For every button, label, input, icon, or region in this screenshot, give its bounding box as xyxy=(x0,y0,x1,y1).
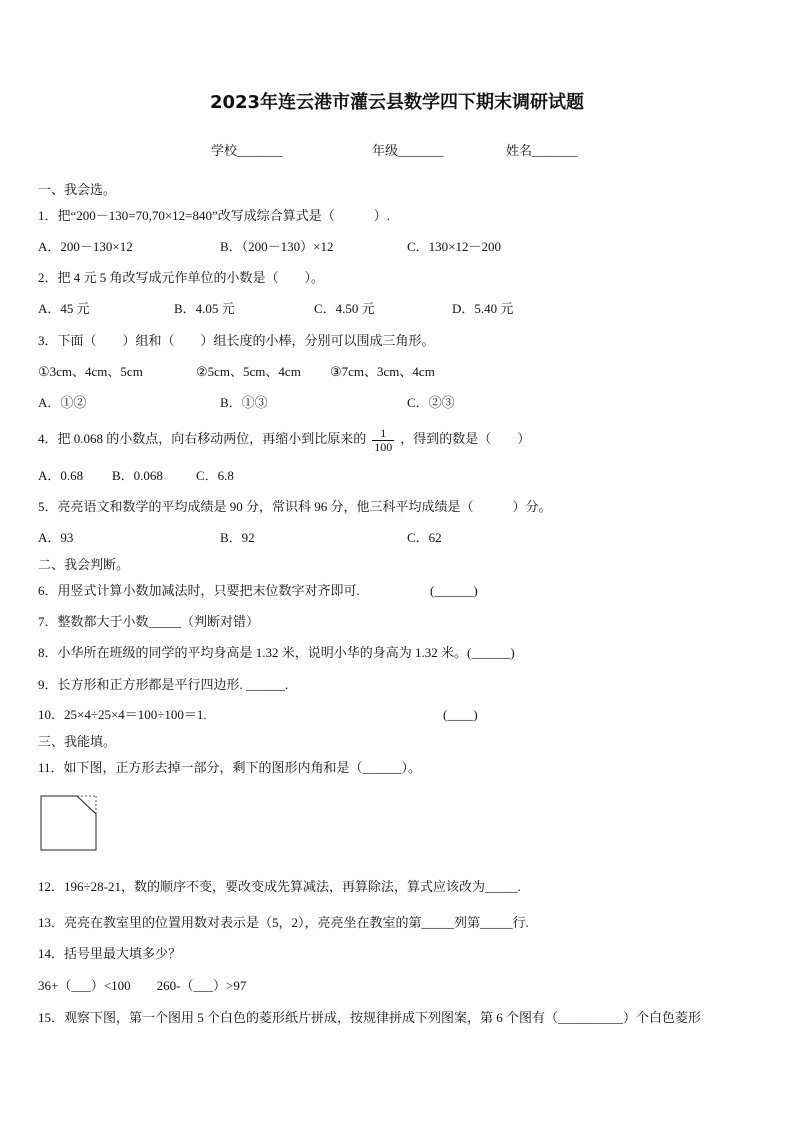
q10-text: 10．25×4÷25×4＝100÷100＝1. xyxy=(38,707,207,722)
question-6 xyxy=(38,583,738,599)
q4-text-pre: 4．把 0.068 的小数点，向右移动两位，再缩小到比原来的 xyxy=(38,431,367,446)
question-9: 9．长方形和正方形都是平行四边形. ______. xyxy=(38,677,289,692)
q4-option-c: C．6.8 xyxy=(196,468,234,483)
q5-option-a: A．93 xyxy=(38,530,74,545)
question-1-options xyxy=(38,239,738,255)
q4-fraction xyxy=(372,427,394,454)
q5-option-c: C．62 xyxy=(407,530,442,545)
section-heading-choose: 一、我会选。 xyxy=(38,182,117,197)
q2-option-d: D．5.40 元 xyxy=(452,301,514,316)
q2-option-b: B．4.05 元 xyxy=(174,301,235,316)
question-4 xyxy=(38,424,530,454)
q10-answer-blank: (____) xyxy=(443,707,478,722)
question-14: 14．括号里最大填多少？ xyxy=(38,946,182,961)
section-heading-judge: 二、我会判断。 xyxy=(38,557,130,572)
question-1: 1．把“200－130=70,70×12=840”改写成综合算式是（ ）. xyxy=(38,208,391,223)
question-8: 8．小华所在班级的同学的平均身高是 1.32 米，说明小华的身高为 1.32 米。(______) xyxy=(38,645,515,660)
q4-option-b: B．0.068 xyxy=(112,468,163,483)
question-14-expressions: 36+（___）<100 260-（___）>97 xyxy=(38,978,247,993)
question-15: 15．观察下图，第一个图用 5 个白色的菱形纸片拼成，按规律拼成下列图案，第 6 个图有（__________）个白色菱形 xyxy=(38,1010,702,1025)
question-3-options xyxy=(38,395,738,411)
question-5-options xyxy=(38,530,738,546)
question-2-options xyxy=(38,301,738,317)
q4-fraction-denominator: 100 xyxy=(374,439,393,454)
q5-option-b: B．92 xyxy=(220,530,255,545)
question-4-options xyxy=(38,468,738,484)
q4-option-a: A．0.68 xyxy=(38,468,84,483)
q4-fraction-numerator: 1 xyxy=(372,427,394,441)
question-7: 7．整数都大于小数_____（判断对错） xyxy=(38,614,260,629)
q1-option-c: C．130×12－200 xyxy=(407,239,502,254)
cut-square-figure xyxy=(40,795,100,853)
question-3: 3．下面（ ）组和（ ）组长度的小棒，分别可以围成三角形。 xyxy=(38,333,435,348)
q3-set-1: ①3cm、4cm、5cm xyxy=(38,364,143,379)
q3-set-3: ③7cm、3cm、4cm xyxy=(330,364,435,379)
question-11: 11．如下图，正方形去掉一部分，剩下的图形内角和是（______）。 xyxy=(38,760,422,775)
section-heading-fill: 三、我能填。 xyxy=(38,734,117,749)
q2-option-c: C．4.50 元 xyxy=(314,301,375,316)
question-2: 2．把 4 元 5 角改写成元作单位的小数是（ ）。 xyxy=(38,270,325,285)
q3-set-2: ②5cm、5cm、4cm xyxy=(196,364,301,379)
grade-field: 年级_______ xyxy=(372,143,444,158)
q1-option-b: B．（200－130）×12 xyxy=(220,239,334,254)
q2-option-a: A．45 元 xyxy=(38,301,90,316)
q6-text: 6．用竖式计算小数加减法时，只要把末位数字对齐即可. xyxy=(38,583,360,598)
question-3-sticks xyxy=(38,364,738,380)
q3-option-b: B．①③ xyxy=(220,395,268,410)
question-13: 13．亮亮在教室里的位置用数对表示是（5，2），亮亮坐在教室的第_____列第_____行. xyxy=(38,915,529,930)
question-5: 5．亮亮语文和数学的平均成绩是 90 分，常识科 96 分，他三科平均成绩是（ ）分。 xyxy=(38,499,552,514)
school-field: 学校_______ xyxy=(211,143,283,158)
question-12: 12．196÷28-21，数的顺序不变，要改变成先算减法，再算除法，算式应该改为_____. xyxy=(38,879,521,894)
q3-option-c: C．②③ xyxy=(407,395,455,410)
q3-option-a: A．①② xyxy=(38,395,87,410)
question-10 xyxy=(38,707,738,723)
page-title: 2023年连云港市灌云县数学四下期末调研试题 xyxy=(209,92,585,113)
q4-text-post: ，得到的数是（ ） xyxy=(400,431,531,446)
q6-answer-blank: (______) xyxy=(430,583,478,598)
name-field: 姓名_______ xyxy=(506,143,578,158)
q1-option-a: A．200－130×12 xyxy=(38,239,133,254)
